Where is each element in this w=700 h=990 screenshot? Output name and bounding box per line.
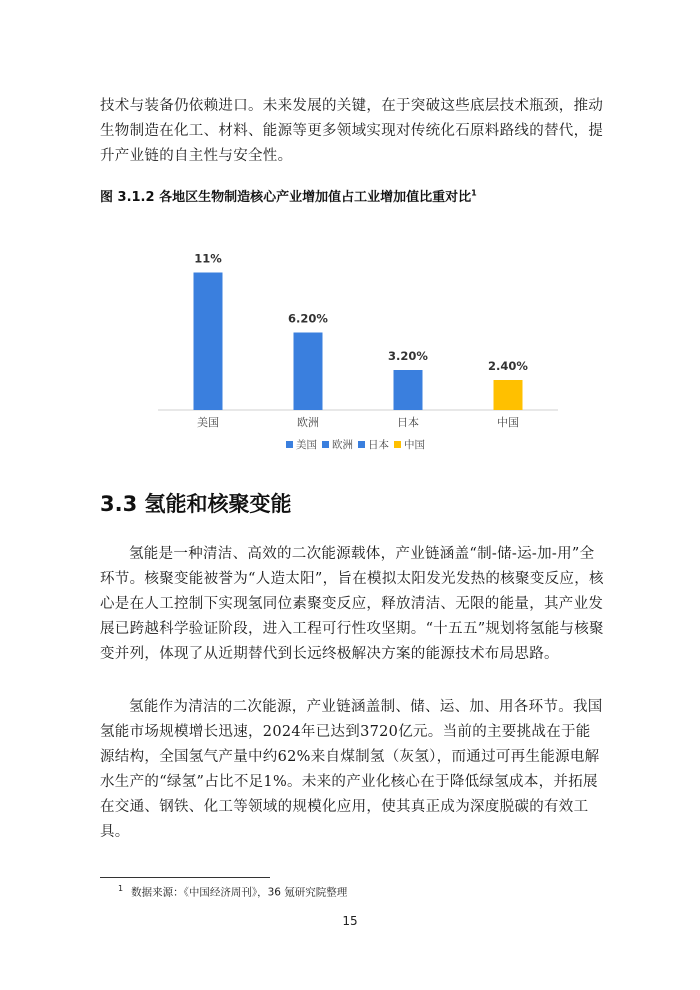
bar-4 — [494, 380, 523, 410]
figure-caption — [100, 186, 477, 205]
data-label-1: 11% — [194, 251, 222, 266]
legend-swatch-1 — [286, 441, 293, 448]
footnote-number: 1 — [118, 884, 124, 893]
legend-label-1: 美国 — [296, 439, 317, 451]
data-label-2: 6.20% — [288, 311, 328, 326]
category-label-3: 日本 — [397, 416, 419, 429]
legend-label-3: 日本 — [368, 439, 389, 451]
legend-label-2: 欧洲 — [332, 439, 353, 451]
bar-3 — [394, 370, 423, 410]
hydrogen-paragraph-1: 氢能是一种清洁、高效的二次能源载体，产业链涵盖“制-储-运-加-用”全环节。核聚变能被誉为“人造太阳”，旨在模拟太阳发光发热的核聚变反应，核心是在人工控制下实现氢同位素聚变反应，释放清洁、无限的能量，其产业发展已跨越科学验证阶段，进入工程可行性攻坚期。“十五五”规划将氢能与核聚变并列，体现了从近期替代到长远终极解决方案的能源技术布局思路。 — [100, 546, 604, 662]
legend-swatch-4 — [394, 441, 401, 448]
page-number: 15 — [342, 914, 358, 928]
category-label-2: 欧洲 — [297, 416, 319, 429]
data-label-3: 3.20% — [388, 349, 428, 363]
footnote-ref: 1 — [471, 188, 477, 198]
legend-swatch-2 — [322, 441, 329, 448]
bar-1 — [194, 273, 223, 411]
footnote — [118, 884, 347, 900]
figure-caption-text: 图 3.1.2 各地区生物制造核心产业增加值占工业增加值比重对比 — [100, 190, 472, 205]
category-label-1: 美国 — [197, 416, 219, 429]
footnote-divider — [100, 877, 270, 878]
category-label-4: 中国 — [497, 416, 519, 429]
legend-swatch-3 — [358, 441, 365, 448]
footnote-text: 数据来源：《中国经济周刊》，36 氪研究院整理 — [131, 886, 348, 899]
legend-label-4: 中国 — [404, 439, 425, 451]
intro-paragraph: 技术与装备仍依赖进口。未来发展的关键，在于突破这些底层技术瓶颈，推动生物制造在化工、材料、能源等更多领域实现对传统化石原料路线的替代，提升产业链的自主性与安全性。 — [100, 98, 604, 164]
bar-2 — [294, 333, 323, 411]
data-label-4: 2.40% — [488, 359, 528, 373]
section-heading: 3.3 氢能和核聚变能 — [100, 492, 292, 516]
bar-chart — [158, 240, 558, 465]
hydrogen-paragraph-2: 氢能作为清洁的二次能源，产业链涵盖制、储、运、加、用各环节。我国氢能市场规模增长迅速，2024年已达到3720亿元。当前的主要挑战在于能源结构，全国氢气产量中约62%来自煤制氢（灰氢），而通过可再生能源电解水生产的“绿氢”占比不足1%。未来的产业化核心在于降低绿氢成本，并拓展在交通、钢铁、化工等领域的规模化应用，使其真正成为深度脱碳的有效工具。 — [100, 699, 603, 840]
